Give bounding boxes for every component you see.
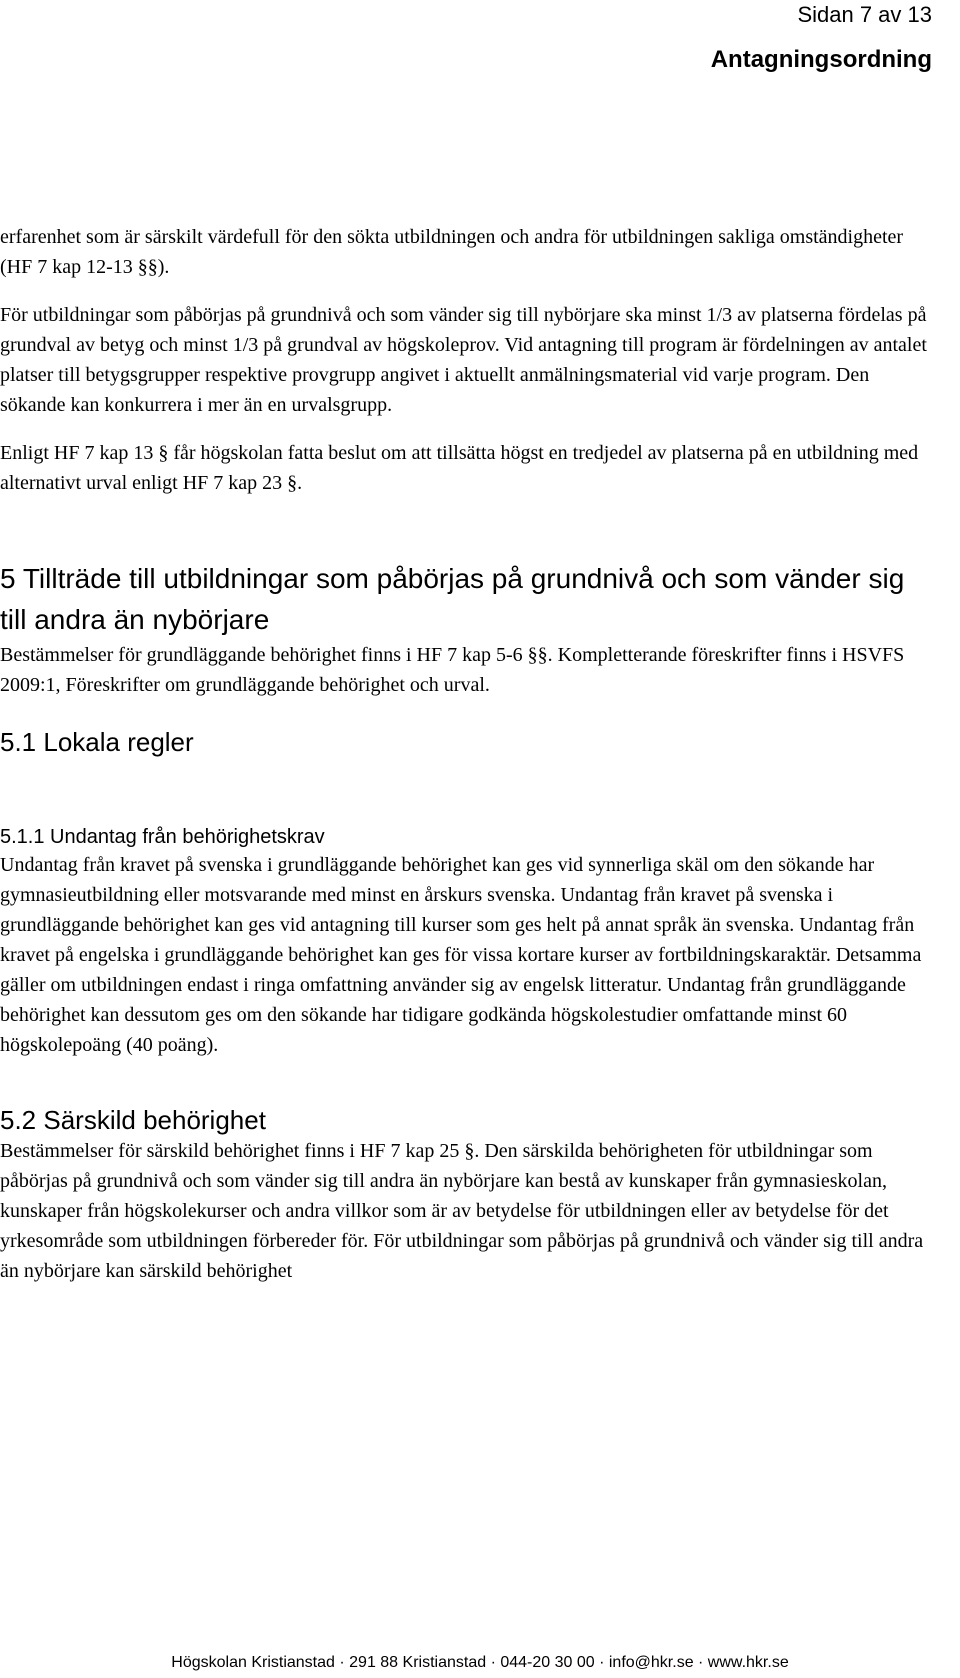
page-number: Sidan 7 av 13 xyxy=(797,2,932,27)
section-5-1-1-text: Undantag från kravet på svenska i grundläggande behörighet kan ges vid synnerliga skäl om den sökande har gymnasieutbildning eller motsvarande med minst en årskurs svenska. Undantag från kravet på svenska i grundläggande behörighet kan ges vid antagning till kurser som ges helt på annat språk än svenska. Undantag från kravet på engelska i grundläggande behörighet kan ges för vissa kortare kurser av fortbildningskaraktär. Detsamma gäller om utbildningen endast i ringa omfattning använder sig av engelsk litteratur. Undantag från grundläggande behörighet kan dessutom ges om den sökande har tidigare godkända högskolestudier omfattande minst 60 högskolepoäng (40 poäng). xyxy=(0,854,922,1056)
document-title: Antagningsordning xyxy=(710,46,932,73)
section-5-1-heading: 5.1 Lokala regler xyxy=(0,727,194,757)
paragraph-continuation: erfarenhet som är särskilt värdefull för den sökta utbildningen och andra för utbildningen sakliga omständigheter (HF 7 kap 12-13 §§). xyxy=(0,226,904,278)
paragraph-allocation: För utbildningar som påbörjas på grundnivå och som vänder sig till nybörjare ska minst 1/3 av platserna fördelas på grundval av betyg och minst 1/3 på grundval av högskoleprov. Vid antagning till program är fördelningen av antalet platser till betygsgrupper respektive provgrupp angivet i aktuellt anmälningsmaterial vid varje program. Den sökande kan konkurrera i mer än en urvalsgrupp. xyxy=(0,304,927,416)
document-body xyxy=(0,222,930,1286)
section-5-1-1-heading: 5.1.1 Undantag från behörighetskrav xyxy=(0,826,325,848)
section-5-2-text: Bestämmelser för särskild behörighet finns i HF 7 kap 25 §. Den särskilda behörigheten för utbildningar som påbörjas på grundnivå och som vänder sig till andra än nybörjare kan bestå av kunskaper från gymnasieskolan, kunskaper från högskolekurser och andra villkor som är av betydelse för utbildningen eller av betydelse för det yrkesområde som utbildningen förbereder för. För utbildningar som påbörjas på grundnivå och vänder sig till andra än nybörjare kan särskild behörighet xyxy=(0,1140,924,1282)
section-5-2-heading: 5.2 Särskild behörighet xyxy=(0,1105,266,1135)
section-5-text: Bestämmelser för grundläggande behörighet finns i HF 7 kap 5-6 §§. Kompletterande föreskrifter finns i HSVFS 2009:1, Föreskrifter om grundläggande behörighet och urval. xyxy=(0,644,905,696)
section-5-heading: 5 Tillträde till utbildningar som påbörjas på grundnivå och som vänder sig till andra än nybörjare xyxy=(0,563,905,635)
page-footer: Högskolan Kristianstad · 291 88 Kristianstad · 044-20 30 00 · info@hkr.se · www.hkr.se xyxy=(171,1654,789,1671)
paragraph-alternative-selection: Enligt HF 7 kap 13 § får högskolan fatta beslut om att tillsätta högst en tredjedel av platserna på en utbildning med alternativt urval enligt HF 7 kap 23 §. xyxy=(0,442,919,494)
